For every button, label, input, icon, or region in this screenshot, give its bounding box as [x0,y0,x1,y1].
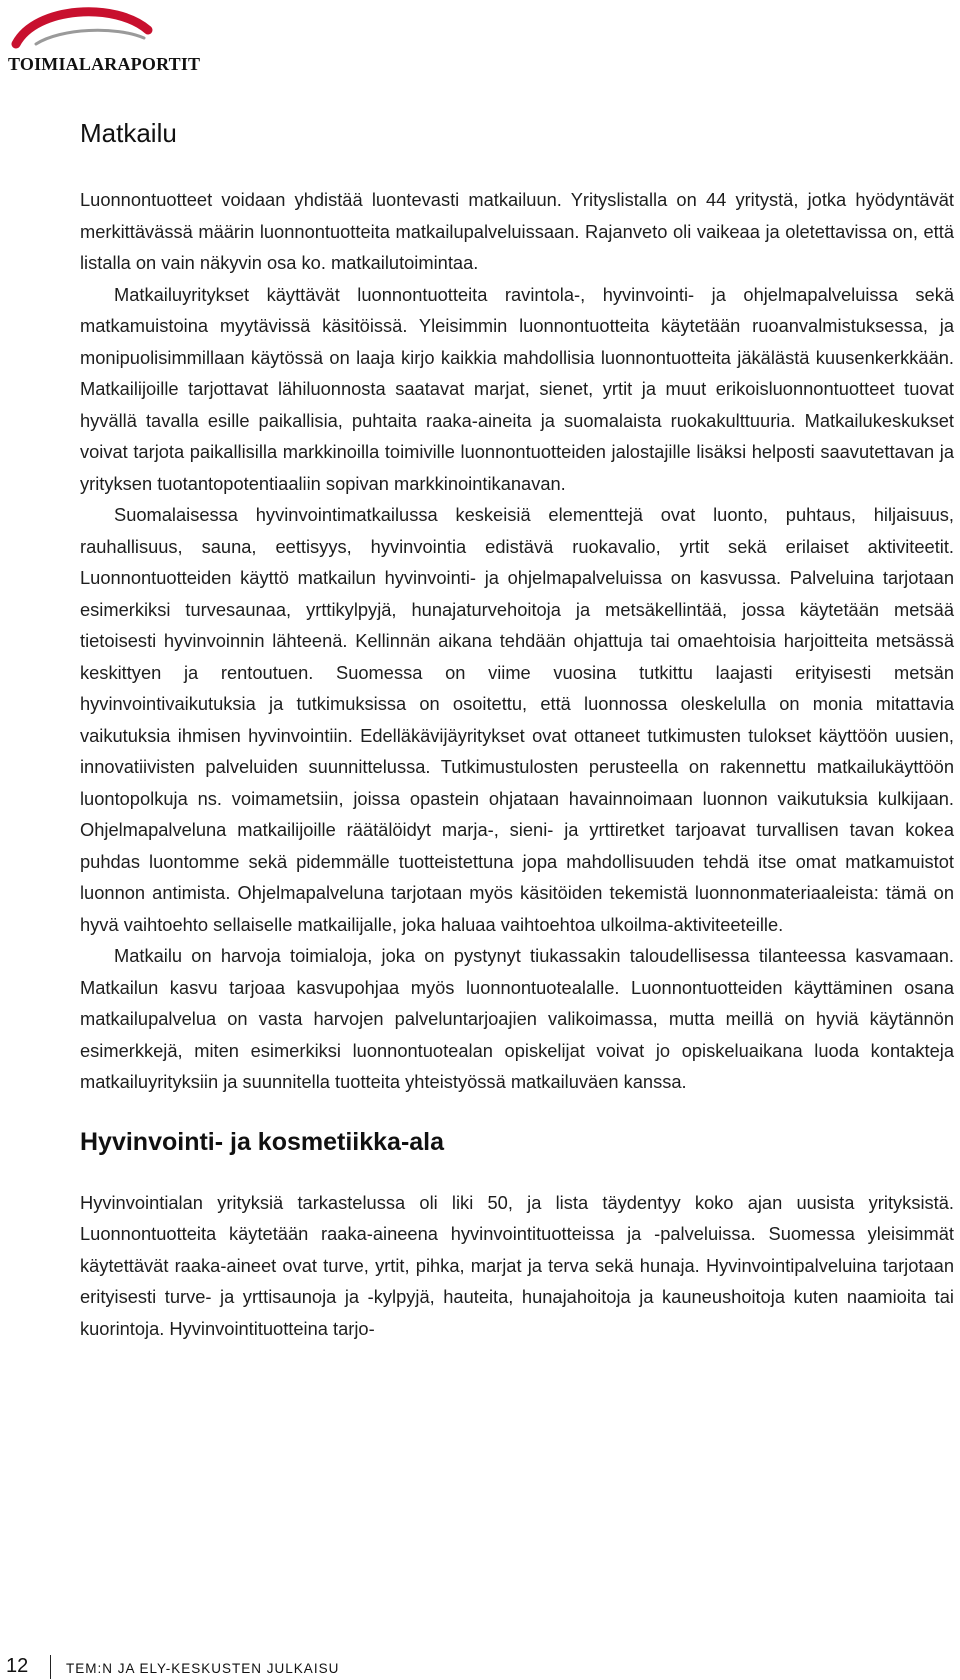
publication-name: TEM:N JA ELY-KESKUSTEN JULKAISU [66,1661,340,1676]
publication-logo [6,4,202,74]
section-heading-hyvinvointi: Hyvinvointi- ja kosmetiikka-ala [80,1127,445,1156]
paragraph: Luonnontuotteet voidaan yhdistää luontevasti matkailuun. Yrityslistalla on 44 yritystä, jotka hyödyntävät merkittävässä määrin luonnontuotteita matkailupalveluissaan. Rajanveto oli vaikeaa ja oletettavissa on, että listalla on vain näkyvin osa ko. matkailutoimintaa. [80,189,954,273]
page-number: 12 [6,1655,29,1677]
page-footer [6,1655,506,1679]
logo-arc-icon [6,4,156,54]
section-heading-matkailu: Matkailu [80,118,177,148]
main-content [80,118,954,1344]
section-body-matkailu [80,184,954,1098]
logo-wordmark: TOIMIALARAPORTIT [8,54,201,74]
section-body-hyvinvointi [80,1187,954,1345]
paragraph: Matkailu on harvoja toimialoja, joka on pystynyt tiukassakin taloudellisessa tilanteessa kasvamaan. Matkailun kasvu tarjoaa kasvupohjaa myös luonnontuotealalle. Luonnontuotteiden käyttäminen osana matkailupalvelua on vasta harvojen palveluntarjoajien valikoimassa, mutta meillä on hyviä käytännön esimerkkejä, miten esimerkiksi luonnontuotealan opiskelijat voivat jo opiskeluaikana luoda kontakteja matkailuyrityksiin ja suunnitella tuotteita yhteistyössä matkailuväen kanssa. [80,945,954,1092]
paragraph: Matkailuyritykset käyttävät luonnontuotteita ravintola-, hyvinvointi- ja ohjelmapalveluissa sekä matkamuistoina myytävissä käsitöissä. Yleisimmin luonnontuotteita käytetään ruoanvalmistuksessa, ja monipuolisimmillaan käytössä on laaja kirjo kaikkia mahdollisia luonnontuotteita jäkälästä kuusenkerkkään. Matkailijoille tarjottavat lähiluonnosta saatavat marjat, sienet, yrtit ja muut erikoisluonnontuotteet tuovat hyvällä tavalla esille paikallisia, puhtaita raaka-aineita ja suomalaista ruokakulttuuria. Matkailukeskukset voivat tarjota paikallisilla markkinoilla toimiville luonnontuotteiden jalostajille lisäksi helposti saavutettavan ja yrityksen tuotantopotentiaaliin sopivan markkinointikanavan. [80,283,954,494]
footer-divider [50,1655,51,1679]
paragraph: Hyvinvointialan yrityksiä tarkastelussa oli liki 50, ja lista täydentyy koko ajan uusista yrityksistä. Luonnontuotteita käytetään raaka-aineena hyvinvointituotteissa ja -palveluissa. Suomessa yleisimmät käytettävät raaka-aineet ovat turve, yrtit, pihka, marjat ja terva sekä hunaja. Hyvinvointipalveluina tarjotaan erityisesti turve- ja yrttisaunoja ja -kylpyjä, hauteita, hunajahoitoja ja kauneushoitoja kuten naamioita tai kuorintoja. Hyvinvointituotteina tarjo- [80,1191,954,1339]
paragraph: Suomalaisessa hyvinvointimatkailussa keskeisiä elementtejä ovat luonto, puhtaus, hiljaisuus, rauhallisuus, sauna, eettisyys, hyvinvointia edistävä ruokavalio, yrtit sekä erilaiset aktiviteetit. Luonnontuotteiden käyttö matkailun hyvinvointi- ja ohjelmapalveluissa on kasvussa. Palveluina tarjotaan esimerkiksi turvesaunaa, yrttikylpyjä, hunajaturvehoitoja ja metsäkellintää, jossa käytetään metsää tietoisesti hyvinvoinnin lähteenä. Kellinnän aikana tehdään ohjattuja tai omaehtoisia harjoitteita metsässä keskittyen ja rentoutuen. Suomessa on viime vuosina tutkittu laajasti erityisesti metsän hyvinvointivaikutuksia ja tutkimuksissa on osoitettu, että luonnossa oleskelulla on monia mitattavia vaikutuksia ihmisen hyvinvointiin. Edelläkävijäyritykset ovat ottaneet tutkimusten tulokset käyttöön uusien, innovatiivisten palveluiden suunnittelussa. Tutkimustulosten perusteella on rakennettu matkailukäyttöön luontopolkuja ns. voimametsiin, joissa opastein ohjataan havainnoimaan luonnon vaikutuksia kulkijaan. Ohjelmapalveluna matkailijoille räätälöidyt marja-, sieni- ja yrttiretket tarjoavat turvallisen tavan kokea puhdas luontomme sekä pidemmälle tuotteistettuna jopa mahdollisuuden tehdä itse omat matkamuistot luonnon antimista. Ohjelmapalveluna tarjotaan myös käsitöiden tekemistä luonnonmateriaaleista: tämä on hyvä vaihtoehto sellaiselle matkailijalle, joka haluaa vaihtoehtoa ulkoilma-aktiviteeteille. [80,504,954,935]
